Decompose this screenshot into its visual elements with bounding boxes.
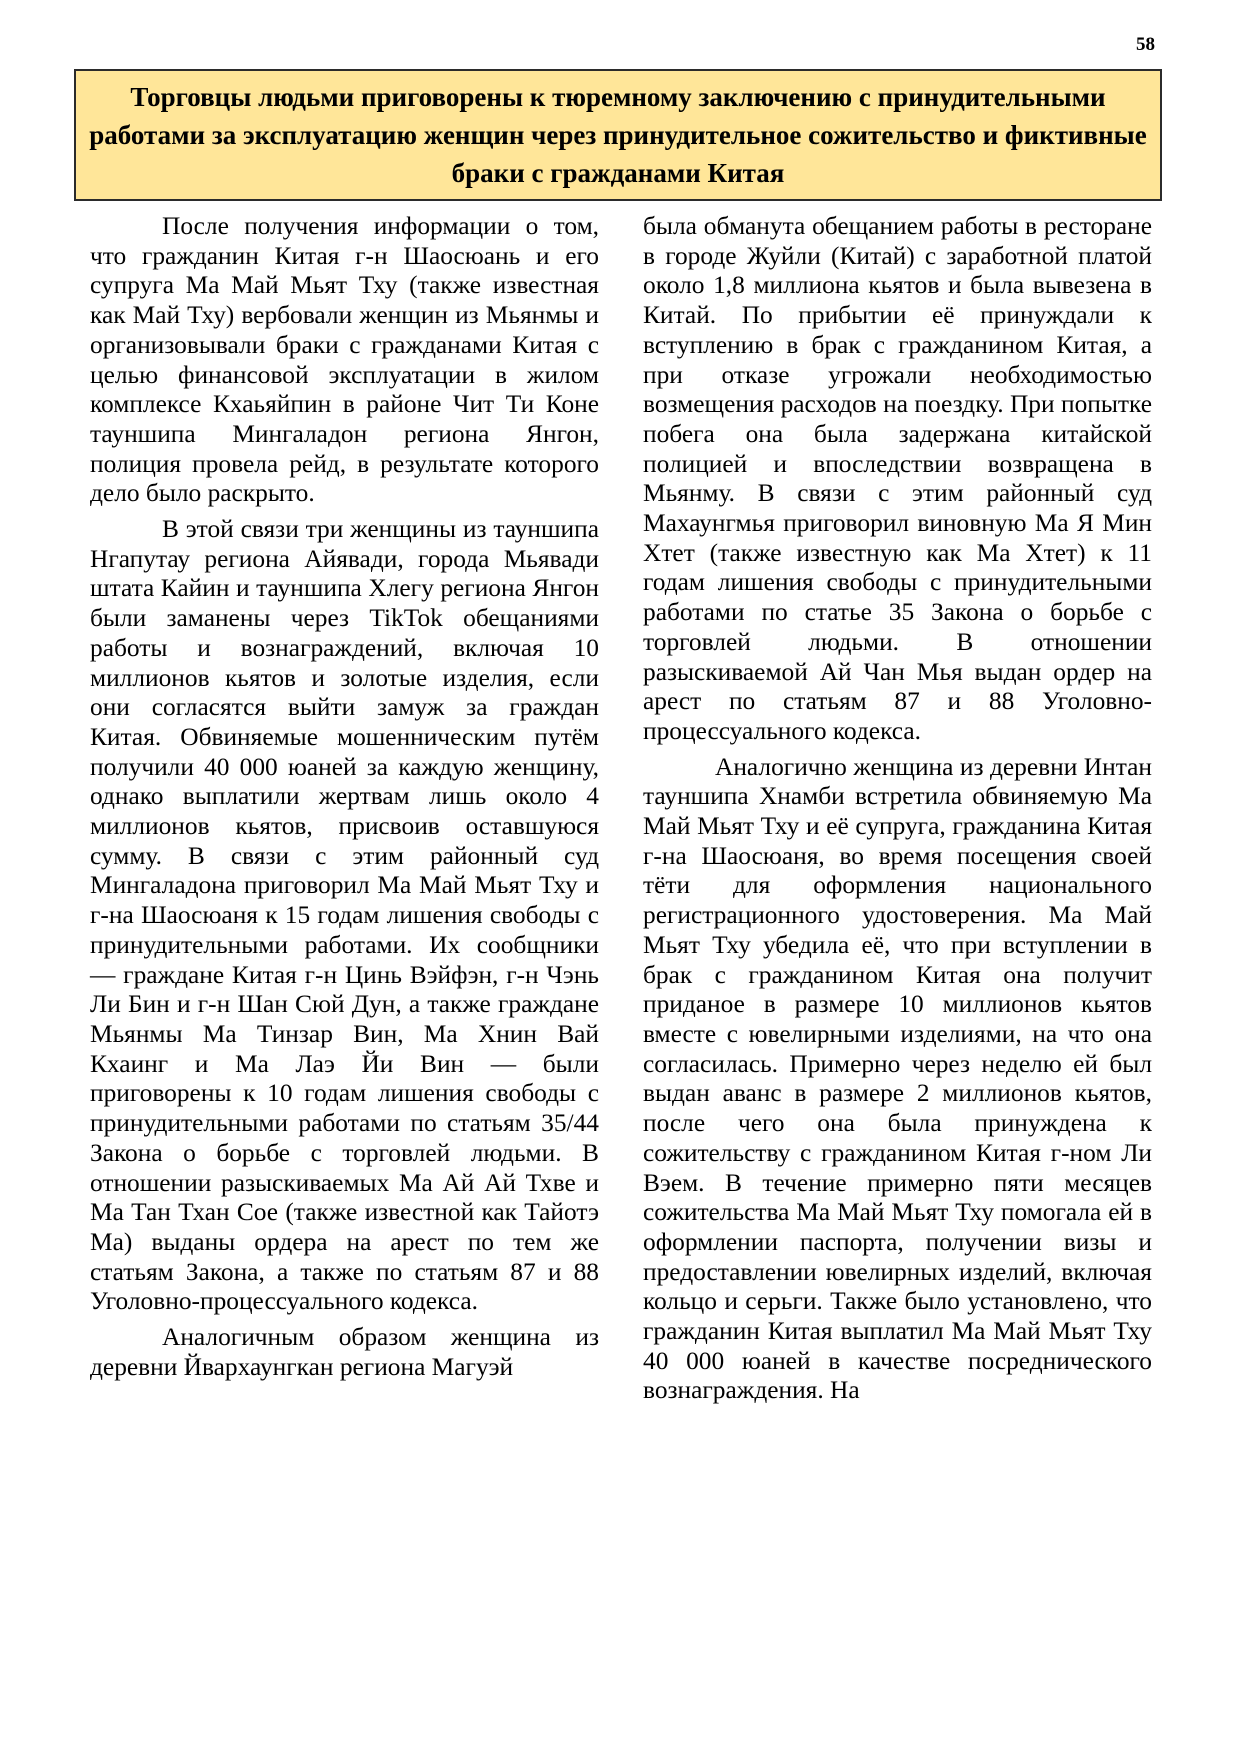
article-title: Торговцы людьми приговорены к тюремному заключению с принудительными работами за эксплуатацию женщин через принудительное сожительство и фиктивные браки с гражданами Китая bbox=[89, 82, 1147, 188]
paragraph-continued: была обманута обещанием работы в ресторане в городе Жуйли (Китай) с заработной платой около 1,8 миллиона кьятов и была вывезена в Китай. По прибытии её принуждали к вступлению в брак с гражданином Китая, а при отказе угрожали необходимостью возмещения расходов на поездку. При попытке побега она была задержана китайской полицией и впоследствии возвращена в Мьянму. В связи с этим районный суд Махаунгмья приговорил виновную Ма Я Мин Хтет (также известную как Ма Хтет) к 11 годам лишения свободы с принудительными работами по статье 35 Закона о борьбе с торговлей людьми. В отношении разыскиваемой Ай Чан Мья выдан ордер на арест по статьям 87 и 88 Уголовно-процессуального кодекса. bbox=[643, 212, 1152, 745]
article-body bbox=[90, 212, 1152, 1412]
left-column bbox=[90, 212, 599, 1412]
title-box bbox=[74, 69, 1162, 201]
right-column bbox=[643, 212, 1152, 1412]
paragraph: Аналогично женщина из деревни Интан тауншипа Хнамби встретила обвиняемую Ма Май Мьят Тху и её супруга, гражданина Китая г-на Шаосюаня, во время посещения своей тёти для оформления национального регистрационного удостоверения. Ма Май Мьят Тху убедила её, что при вступлении в брак с гражданином Китая она получит приданое в размере 10 миллионов кьятов вместе с ювелирными изделиями, на что она согласилась. Примерно через неделю ей был выдан аванс в размере 2 миллионов кьятов, после чего она была принуждена к сожительству с гражданином Китая г-ном Ли Вэем. В течение примерно пяти месяцев сожительства Ма Май Мьят Тху помогала ей в оформлении паспорта, получении визы и предоставлении ювелирных изделий, включая кольцо и серьги. Также было установлено, что гражданин Китая выплатил Ма Май Мьят Тху 40 000 юаней в качестве посреднического вознаграждения. На bbox=[643, 752, 1152, 1405]
page-number: 58 bbox=[1136, 34, 1155, 55]
paragraph: В этой связи три женщины из тауншипа Нгапутау региона Айявади, города Мьявади штата Кайин и тауншипа Хлегу региона Янгон были заманены через TikTok обещаниями работы и вознаграждений, включая 10 миллионов кьятов и золотые изделия, если они согласятся выйти замуж за граждан Китая. Обвиняемые мошенническим путём получили 40 000 юаней за каждую женщину, однако выплатили жертвам лишь около 4 миллионов кьятов, присвоив оставшуюся сумму. В связи с этим районный суд Мингаладона приговорил Ма Май Мьят Тху и г-на Шаосюаня к 15 годам лишения свободы с принудительными работами. Их сообщники — граждане Китая г-н Цинь Вэйфэн, г-н Чэнь Ли Бин и г-н Шан Сюй Дун, а также граждане Мьянмы Ма Тинзар Вин, Ма Хнин Вай Кхаинг и Ма Лаэ Йи Вин — были приговорены к 10 годам лишения свободы с принудительными работами по статьям 35/44 Закона о борьбе с торговлей людьми. В отношении разыскиваемых Ма Ай Ай Тхве и Ма Тан Тхан Сое (также известной как Тайотэ Ма) выданы ордера на арест по тем же статьям Закона, а также по статьям 87 и 88 Уголовно-процессуального кодекса. bbox=[90, 515, 599, 1316]
paragraph: После получения информации о том, что гражданин Китая г-н Шаосюань и его супруга Ма Май Мьят Тху (также известная как Май Тху) вербовали женщин из Мьянмы и организовывали браки с гражданами Китая с целью финансовой эксплуатации в жилом комплексе Кхаьяйпин в районе Чит Ти Коне тауншипа Мингаладон региона Янгон, полиция провела рейд, в результате которого дело было раскрыто. bbox=[90, 212, 599, 508]
paragraph: Аналогичным образом женщина из деревни Йвархаунгкан региона Магуэй bbox=[90, 1323, 599, 1381]
